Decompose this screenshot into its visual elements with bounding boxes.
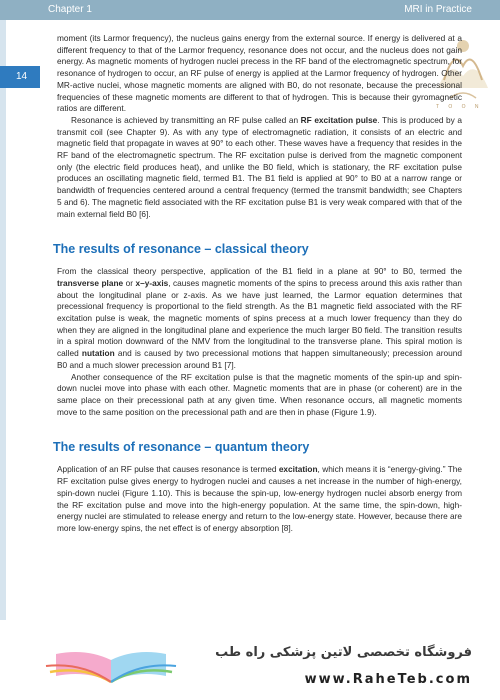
- term-transverse-plane: transverse plane: [57, 277, 124, 288]
- page-number: 14: [16, 71, 28, 82]
- running-title: MRI in Practice: [404, 4, 472, 15]
- open-book-icon: [36, 642, 186, 688]
- shop-url[interactable]: www.RaheTeb.com: [304, 672, 472, 687]
- paragraph: Another consequence of the RF excitation pulse is that the magnetic moments of the spin-up and spin-down nuclei move into phase with each other. Magnetic moments that are in phase (or coherent) are in the same place on their precessional path at any given time. When resonance occurs, all magnetic moments move to the same position on the precessional path and are then in phase (Figure 1.9).: [57, 371, 462, 417]
- logo-text: T O O N: [436, 104, 483, 110]
- page-content: [53, 33, 462, 535]
- paragraph: From the classical theory perspective, application of the B1 field in a plane at 90° to B0, termed the transverse plane or x–y-axis, causes magnetic moments of the spins to precess around this axis rather than about the longitudinal plane or z-axis. As we have just learned, the Larmor equation determines that precessional frequency is proportional to the field strength. As the B1 magnetic field associated with the RF excitation pulse is weak, the magnetic moments of spins precess at a much lower frequency than they do when they are aligned in the longitudinal plane and experience the much larger B0 field. The transition results in a spiral motion downward of the NMV from the longitudinal to the transverse plane. This spiral motion is called nutation and is caused by two precessional motions that happen simultaneously; precession around B0 and a much slower precession around B1 [7].: [57, 266, 462, 370]
- term-xy-axis: x–y-axis: [135, 277, 169, 288]
- section-heading-quantum: The results of resonance – quantum theory: [53, 440, 310, 455]
- chapter-label: Chapter 1: [48, 4, 92, 15]
- section-heading-classical: The results of resonance – classical theory: [53, 242, 309, 257]
- side-strip: [0, 20, 6, 620]
- term-excitation: excitation: [278, 464, 318, 475]
- term-nutation: nutation: [81, 348, 115, 359]
- term-rf-excitation-pulse: RF excitation pulse: [300, 114, 378, 125]
- paragraph: moment (its Larmor frequency), the nucleus gains energy from the external source. If energy is delivered at a different frequency to that of the Larmor frequency, resonance does not occur, and the nucleus does not gain energy. As magnetic moments of hydrogen nuclei precess in the RF band of the electromagnetic spectrum, for resonance of hydrogen to occur, an RF pulse of energy is applied at the Larmor frequency of hydrogen. Other MR-active nuclei, whose magnetic moments are aligned with B0, do not resonate, because the precessional frequencies of these magnetic moments are different to that of hydrogen. This is because their gyromagnetic ratios are different.: [57, 33, 462, 114]
- paragraph: Application of an RF pulse that causes resonance is termed excitation, which means it is “energy-giving.” The RF excitation pulse gives energy to hydrogen nuclei and causes a net increase in the number of high-energy, spin-down nuclei (Figure 1.10). This is because the spin-up, low-energy hydrogen nuclei absorb energy from the RF excitation pulse and move into the high-energy population. At the same time, the spin-down, high-energy nuclei are stimulated to release energy and return to the low-energy state. However, because there are more low-energy spins, the net effect is of energy absorption [8].: [57, 464, 462, 533]
- paragraph: Resonance is achieved by transmitting an RF pulse called an RF excitation pulse. This is produced by a transmit coil (see Chapter 9). As with any type of electromagnetic radiation, it consists of an electric and magnetic field that propagate in waves at 90° to each other. These waves have a frequency that resides in the RF band of the electromagnetic spectrum. The RF excitation pulse is derived from the magnetic component only (the electric field produces heat), and unlike the B0 field, which is stationary, the RF excitation pulse produces an oscillating magnetic field, termed B1. The B1 field is applied at 90° to B0 at a narrow range or bandwidth of frequencies centered around a central frequency (termed the transmit bandwidth; see Chapters 5 and 6). The magnetic field associated with the RF excitation pulse B1 is very weak compared with that of the main external field B0 [6].: [57, 114, 462, 219]
- shop-name: فروشگاه تخصصی لاتین پزشکی راه طب: [215, 645, 472, 660]
